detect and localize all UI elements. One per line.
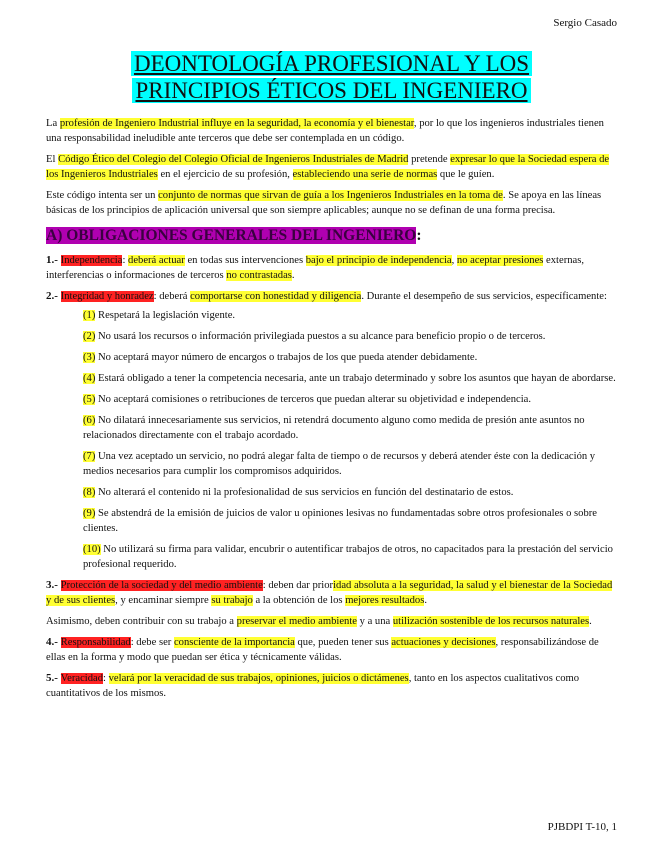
intro-paragraph-1 — [46, 116, 618, 146]
list-text: No utilizará su firma para validar, encubrir o autentificar trabajos de otros, no capacitados para la prestación del servicio profesional requerido. — [83, 544, 613, 570]
item-3-proteccion — [46, 578, 618, 608]
text: Asimismo, deben contribuir con su trabajo a — [46, 616, 237, 627]
list-item — [83, 542, 618, 572]
text: : debe ser — [130, 637, 174, 648]
text: : — [103, 673, 109, 684]
intro-paragraph-2 — [46, 152, 618, 182]
item-number: 5.- — [46, 672, 61, 684]
text: La — [46, 118, 60, 129]
text: , tanto en los aspectos cualitativos como cuantitativos de los mismos. — [46, 673, 580, 699]
list-text: Una vez aceptado un servicio, no podrá alegar falta de tiempo o de recursos y deberá atender éste con la dedicación y medios necesarios para cumplir los compromisos adquiridos. — [83, 451, 596, 477]
highlight: deberá actuar — [128, 255, 185, 266]
text: a la obtención de los — [252, 595, 346, 606]
highlight: velará por la veracidad de sus trabajos, opiniones, juicios o dictámenes — [108, 673, 409, 684]
item-number: 3.- — [46, 579, 61, 591]
item-number: 2.- — [46, 290, 61, 302]
highlight: utilización sostenible de los recursos naturales — [392, 616, 590, 627]
text: en todas sus intervenciones — [184, 255, 306, 266]
text: . Durante el desempeño de sus servicios, específicamente: — [361, 291, 607, 302]
list-item — [83, 371, 618, 386]
highlight: comportarse con honestidad y diligencia — [190, 291, 362, 302]
highlight: estableciendo una serie de normas — [292, 169, 438, 180]
section-heading-a — [46, 226, 618, 245]
text: , — [451, 255, 457, 266]
list-text: No aceptará mayor número de encargos o trabajos de los que pueda atender debidamente. — [95, 352, 478, 363]
highlight: bajo el principio de independencia — [305, 255, 452, 266]
text: que, pueden tener sus — [294, 637, 392, 648]
list-text: Se abstendrá de la emisión de juicios de valor u opiniones lesivas no fundamentadas sobre otros profesionales o sobre clientes. — [83, 508, 597, 534]
text: , y encaminar siempre — [115, 595, 212, 606]
list-item — [83, 350, 618, 365]
list-number: (5) — [83, 394, 96, 405]
item-3-paragraph-2 — [46, 614, 618, 629]
list-item — [83, 392, 618, 407]
section-colon: : — [416, 227, 422, 244]
list-item — [83, 449, 618, 479]
highlight: actuaciones y decisiones — [391, 637, 496, 648]
title-line-1: DEONTOLOGÍA PROFESIONAL Y LOS — [131, 51, 532, 76]
list-number: (9) — [83, 508, 96, 519]
highlight: no aceptar presiones — [456, 255, 544, 266]
list-text: Estará obligado a tener la competencia necesaria, ante un trabajo determinado y sobre los asuntos que hayan de abordarse. — [95, 373, 616, 384]
text: externas, interferencias o informaciones de terceros — [46, 255, 584, 281]
item-title: Veracidad — [60, 673, 104, 684]
highlight: mejores resultados — [345, 595, 425, 606]
text: y a una — [356, 616, 393, 627]
list-item — [83, 329, 618, 344]
list-item — [83, 506, 618, 536]
highlight: idad absoluta a la seguridad, la salud y el bienestar de la Sociedad y de sus clientes — [46, 580, 613, 606]
text: en el ejercicio de su profesión, — [157, 169, 293, 180]
item-title: Independencia — [60, 255, 123, 266]
text: : — [122, 255, 129, 266]
highlight: Código Ético del Colegio del Colegio Oficial de Ingenieros Industriales de Madrid — [58, 154, 409, 165]
list-number: (4) — [83, 373, 96, 384]
author-header: Sergio Casado — [553, 17, 617, 29]
item-2-integridad — [46, 289, 618, 304]
item-number: 1.- — [46, 254, 61, 266]
text: El — [46, 154, 59, 165]
title-line-2: PRINCIPIOS ÉTICOS DEL INGENIERO — [132, 78, 530, 103]
highlight: conjunto de normas que sirvan de guía a los Ingenieros Industriales en la toma de — [158, 190, 503, 201]
text: : deberá — [153, 291, 191, 302]
text: . — [291, 270, 295, 281]
list-number: (6) — [83, 415, 96, 426]
text: pretende — [408, 154, 451, 165]
item-title: Integridad y honradez — [60, 291, 154, 302]
highlight: profesión de Ingeniero Industrial influye en la seguridad, la economía y el bienestar — [59, 118, 414, 129]
text: . — [424, 595, 427, 606]
text: . Se apoya en las líneas básicas de los principios de aplicación universal que son siempre aplicables; aunque no se definan de una forma precisa. — [46, 190, 602, 216]
highlight: consciente de la importancia — [173, 637, 295, 648]
item-number: 4.- — [46, 636, 61, 648]
text: : deben dar prior — [262, 580, 334, 591]
text: que le guíen. — [437, 169, 495, 180]
text: . — [589, 616, 592, 627]
highlight: preservar el medio ambiente — [236, 616, 357, 627]
section-label: A) OBLIGACIONES GENERALES DEL INGENIERO — [46, 227, 417, 244]
integrity-requirements-list — [46, 308, 618, 572]
text: , responsabilizándose de ellas en la forma y modo que puedan ser ética y técnicamente válidas. — [46, 637, 599, 663]
text: , por lo que los ingenieros industriales tienen una responsabilidad ineludible ante terceros que debe ser contemplada en un código. — [46, 118, 604, 144]
highlight: expresar lo que la Sociedad espera de los Ingenieros Industriales — [46, 154, 610, 180]
item-5-veracidad — [46, 671, 618, 701]
highlight: su trabajo — [211, 595, 253, 606]
list-item — [83, 413, 618, 443]
list-number: (3) — [83, 352, 96, 363]
highlight: no contrastadas — [226, 270, 292, 281]
item-4-responsabilidad — [46, 635, 618, 665]
list-number: (1) — [83, 310, 96, 321]
item-title: Responsabilidad — [60, 637, 131, 648]
list-text: No dilatará innecesariamente sus servicios, ni retendrá documento alguno como medida de presión ante asuntos no relacionados directamente con el trabajo acordado. — [83, 415, 585, 441]
intro-paragraph-3 — [46, 188, 618, 218]
document-body — [46, 116, 618, 707]
list-number: (7) — [83, 451, 96, 462]
item-title: Protección de la sociedad y del medio ambiente — [60, 580, 263, 591]
list-text: No aceptará comisiones o retribuciones de terceros que puedan alterar su objetividad e independencia. — [95, 394, 531, 405]
page-footer: PJBDPI T-10, 1 — [547, 821, 617, 833]
list-number: (2) — [83, 331, 96, 342]
list-number: (10) — [83, 544, 101, 555]
list-text: No usará los recursos o información privilegiada puestos a su alcance para beneficio propio o de terceros. — [95, 331, 546, 342]
text: Este código intenta ser un — [46, 190, 159, 201]
item-1-independencia — [46, 253, 618, 283]
list-text: Respetará la legislación vigente. — [95, 310, 236, 321]
document-title — [0, 50, 663, 104]
list-number: (8) — [83, 487, 96, 498]
list-item — [83, 308, 618, 323]
list-item — [83, 485, 618, 500]
list-text: No alterará el contenido ni la profesionalidad de sus servicios en función del destinatario de estos. — [95, 487, 514, 498]
